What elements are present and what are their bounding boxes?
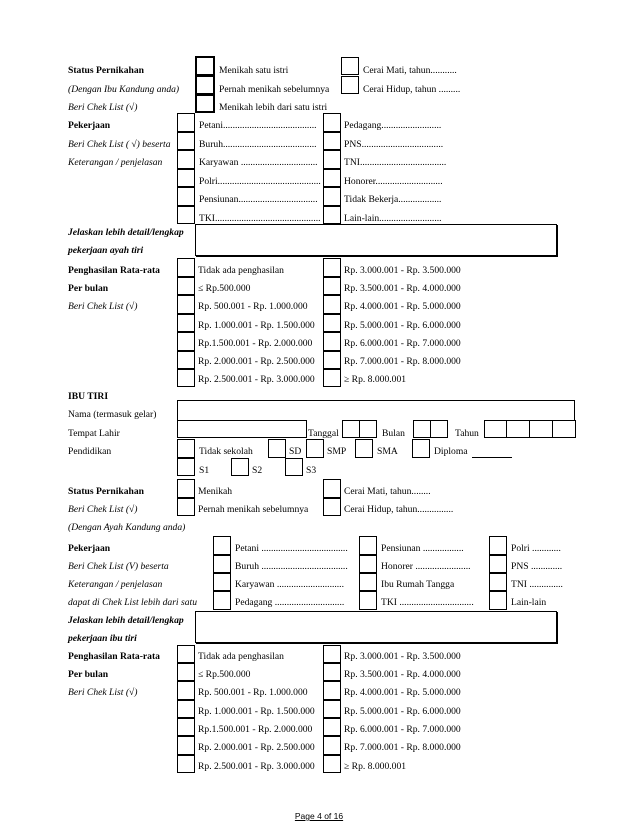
income-option: Rp. 3.000.001 - Rp. 3.500.000: [344, 265, 461, 276]
job-option: Karyawan ............................: [235, 579, 344, 590]
education-checkbox[interactable]: [285, 458, 303, 476]
job-option: Lain-lain..........................: [344, 213, 442, 224]
job-checkbox[interactable]: [213, 536, 231, 555]
section-heading: IBU TIRI: [68, 391, 109, 402]
job-option: PNS .............: [511, 561, 563, 572]
status-option: Menikah: [198, 486, 233, 497]
income-option: Rp. 7.000.001 - Rp. 8.000.000: [344, 742, 461, 753]
job-note: dapat di Chek List lebih dari satu: [68, 597, 197, 608]
status-label: Status Pernikahan: [68, 486, 144, 497]
name-label: Nama (termasuk gelar): [68, 409, 157, 420]
income-checkbox[interactable]: [323, 645, 341, 663]
education-option: S2: [252, 465, 263, 476]
status-option: Cerai Hidup, tahun...............: [344, 504, 454, 515]
date-label: Tanggal: [308, 428, 339, 439]
year-input[interactable]: [506, 420, 530, 438]
job-detail-input[interactable]: [195, 224, 557, 256]
job-option: Polri ............: [511, 543, 561, 554]
page-number: Page 4 of 16: [294, 811, 344, 821]
income-option: Rp. 500.001 - Rp. 1.000.000: [198, 687, 308, 698]
status-option: Cerai Hidup, tahun .........: [363, 84, 461, 95]
page-footer: [0, 811, 638, 822]
income-option: Rp. 6.000.001 - Rp. 7.000.000: [344, 338, 461, 349]
income-option: Rp. 4.000.001 - Rp. 5.000.000: [344, 687, 461, 698]
job-option: Honorer............................: [344, 176, 443, 187]
job-checkbox[interactable]: [359, 573, 377, 591]
job-checkbox[interactable]: [323, 113, 341, 132]
income-checkbox[interactable]: [177, 332, 195, 351]
status-checkbox[interactable]: [341, 57, 359, 75]
job-checkbox[interactable]: [213, 591, 231, 610]
job-option: Buruh ....................................: [235, 561, 348, 572]
status-option: Pernah menikah sebelumnya: [219, 84, 330, 95]
job-note: Beri Chek List ( √) beserta: [68, 139, 171, 150]
education-option: Tidak sekolah: [199, 446, 253, 457]
job-option: Petani.......................................: [199, 120, 317, 131]
education-checkbox[interactable]: [355, 439, 373, 458]
education-option: SMP: [327, 446, 347, 457]
income-option: Rp. 5.000.001 - Rp. 6.000.000: [344, 320, 461, 331]
status-option: Pernah menikah sebelumnya: [198, 504, 309, 515]
job-checkbox[interactable]: [323, 132, 341, 150]
job-checkbox[interactable]: [359, 555, 377, 573]
job-checkbox[interactable]: [359, 591, 377, 610]
job-checkbox[interactable]: [323, 187, 341, 206]
status-note: (Dengan Ayah Kandung anda): [68, 522, 186, 533]
income-checkbox[interactable]: [177, 718, 195, 736]
status-checkbox[interactable]: [323, 498, 341, 516]
year-input[interactable]: [552, 420, 576, 438]
month-input[interactable]: [430, 420, 448, 438]
year-input[interactable]: [484, 420, 507, 438]
job-checkbox[interactable]: [359, 536, 377, 555]
education-label: Pendidikan: [68, 446, 112, 457]
income-option: Rp. 6.000.001 - Rp. 7.000.000: [344, 724, 461, 735]
income-checkbox[interactable]: [177, 369, 195, 387]
status-option: Menikah lebih dari satu istri: [219, 102, 328, 113]
job-checkbox[interactable]: [489, 573, 507, 591]
status-checkbox[interactable]: [323, 479, 341, 498]
job-option: Tidak Bekerja..................: [344, 194, 442, 205]
detail-label: Jelaskan lebih detail/lengkap: [68, 615, 184, 626]
job-option: TKI ...............................: [381, 597, 474, 608]
job-option: Lain-lain: [511, 597, 547, 608]
income-checkbox[interactable]: [323, 755, 341, 773]
income-option: ≤ Rp.500.000: [198, 283, 251, 294]
year-input[interactable]: [529, 420, 553, 438]
income-checkbox[interactable]: [323, 314, 341, 332]
income-checkbox[interactable]: [177, 277, 195, 295]
income-checkbox[interactable]: [323, 718, 341, 736]
job-note: Keterangan / penjelasan: [68, 579, 163, 590]
job-label: Pekerjaan: [68, 543, 111, 554]
job-checkbox[interactable]: [213, 573, 231, 591]
birthplace-label: Tempat Lahir: [68, 428, 120, 439]
job-checkbox[interactable]: [177, 113, 195, 132]
job-detail-input[interactable]: [195, 611, 557, 643]
income-checkbox[interactable]: [177, 755, 195, 773]
income-option: Rp. 5.000.001 - Rp. 6.000.000: [344, 706, 461, 717]
income-option: Rp. 500.001 - Rp. 1.000.000: [198, 301, 308, 312]
job-note: Keterangan / penjelasan: [68, 157, 163, 168]
income-label: Penghasilan Rata-rata: [68, 265, 160, 276]
job-checkbox[interactable]: [177, 206, 195, 224]
job-option: Pensiunan.................................: [199, 194, 318, 205]
income-option: ≥ Rp. 8.000.001: [344, 761, 407, 772]
income-checkbox[interactable]: [177, 258, 195, 277]
job-option: Karyawan ................................: [199, 157, 318, 168]
job-checkbox[interactable]: [323, 169, 341, 187]
income-option: Rp. 2.000.001 - Rp. 2.500.000: [198, 742, 315, 753]
job-option: TNI....................................: [344, 157, 447, 168]
year-label: Tahun: [455, 428, 479, 439]
job-option: Pensiunan .................: [381, 543, 464, 554]
income-option: Rp. 1.000.001 - Rp. 1.500.000: [198, 706, 315, 717]
income-option: ≥ Rp. 8.000.001: [344, 374, 407, 385]
income-option: Tidak ada penghasilan: [198, 651, 284, 662]
status-checkbox[interactable]: [341, 76, 359, 94]
job-checkbox[interactable]: [177, 169, 195, 187]
birthplace-input[interactable]: [177, 420, 307, 438]
education-option: S1: [199, 465, 210, 476]
education-checkbox[interactable]: [268, 439, 286, 458]
job-option: PNS..................................: [344, 139, 444, 150]
income-checkbox[interactable]: [323, 700, 341, 718]
income-option: Rp. 4.000.001 - Rp. 5.000.000: [344, 301, 461, 312]
income-option: ≤ Rp.500.000: [198, 669, 251, 680]
income-checkbox[interactable]: [323, 351, 341, 369]
job-label: Pekerjaan: [68, 120, 111, 131]
income-option: Rp. 3.000.001 - Rp. 3.500.000: [344, 651, 461, 662]
status-label: Status Pernikahan: [68, 65, 144, 76]
income-option: Rp. 2.500.001 - Rp. 3.000.000: [198, 761, 315, 772]
job-option: Buruh.......................................: [199, 139, 317, 150]
job-option: Ibu Rumah Tangga: [381, 579, 455, 590]
job-checkbox[interactable]: [489, 536, 507, 555]
job-option: TNI ..............: [511, 579, 563, 590]
income-option: Rp.1.500.001 - Rp. 2.000.000: [198, 338, 313, 349]
detail-label: pekerjaan ibu tiri: [68, 633, 137, 644]
status-option: Cerai Mati, tahun........: [344, 486, 431, 497]
income-checkbox[interactable]: [177, 351, 195, 369]
job-checkbox[interactable]: [177, 187, 195, 206]
education-checkbox[interactable]: [231, 458, 249, 476]
income-option: Rp. 2.500.001 - Rp. 3.000.000: [198, 374, 315, 385]
income-option: Rp. 2.000.001 - Rp. 2.500.000: [198, 356, 315, 367]
income-option: Rp. 7.000.001 - Rp. 8.000.000: [344, 356, 461, 367]
job-option: Pedagang.........................: [344, 120, 442, 131]
job-option: Petani ....................................: [235, 543, 348, 554]
income-checkbox[interactable]: [177, 314, 195, 332]
job-checkbox[interactable]: [489, 591, 507, 610]
education-option: Diploma: [434, 446, 468, 457]
status-note: (Dengan Ibu Kandung anda): [68, 84, 180, 95]
job-note: Beri Chek List (V) beserta: [68, 561, 169, 572]
job-option: Honorer .......................: [381, 561, 471, 572]
education-checkbox[interactable]: [177, 458, 195, 476]
date-input[interactable]: [342, 420, 360, 438]
income-checkbox[interactable]: [177, 681, 195, 700]
job-option: TKI............................................: [199, 213, 321, 224]
income-checkbox[interactable]: [323, 295, 341, 314]
job-checkbox[interactable]: [177, 132, 195, 150]
detail-label: pekerjaan ayah tiri: [68, 245, 144, 256]
income-option: Tidak ada penghasilan: [198, 265, 284, 276]
income-label: Per bulan: [68, 669, 109, 680]
education-option: SD: [289, 446, 302, 457]
income-checkbox[interactable]: [323, 663, 341, 681]
name-input[interactable]: [178, 401, 574, 420]
job-checkbox[interactable]: [177, 150, 195, 169]
status-checkbox[interactable]: [196, 95, 214, 112]
income-label: Per bulan: [68, 283, 109, 294]
income-label: Penghasilan Rata-rata: [68, 651, 160, 662]
income-checkbox[interactable]: [177, 663, 195, 681]
education-option: S3: [306, 465, 317, 476]
status-option: Menikah satu istri: [219, 65, 289, 76]
status-option: Cerai Mati, tahun...........: [363, 65, 457, 76]
income-checkbox[interactable]: [177, 645, 195, 663]
job-checkbox[interactable]: [323, 206, 341, 224]
status-note: Beri Chek List (√): [68, 504, 138, 515]
education-option: SMA: [377, 446, 398, 457]
income-checkbox[interactable]: [177, 295, 195, 314]
education-checkbox[interactable]: [177, 439, 195, 458]
income-option: Rp. 3.500.001 - Rp. 4.000.000: [344, 669, 461, 680]
income-option: Rp. 3.500.001 - Rp. 4.000.000: [344, 283, 461, 294]
income-option: Rp.1.500.001 - Rp. 2.000.000: [198, 724, 313, 735]
education-checkbox[interactable]: [306, 439, 324, 458]
income-note: Beri Chek List (√): [68, 687, 138, 698]
income-checkbox[interactable]: [323, 332, 341, 351]
month-input[interactable]: [413, 420, 431, 438]
income-checkbox[interactable]: [323, 258, 341, 277]
status-checkbox[interactable]: [177, 498, 195, 516]
job-checkbox[interactable]: [323, 150, 341, 169]
income-checkbox[interactable]: [323, 681, 341, 700]
detail-label: Jelaskan lebih detail/lengkap: [68, 227, 184, 238]
income-option: Rp. 1.000.001 - Rp. 1.500.000: [198, 320, 315, 331]
status-checkbox[interactable]: [177, 479, 195, 498]
income-checkbox[interactable]: [323, 736, 341, 755]
status-checkbox[interactable]: [196, 57, 214, 75]
job-option: Pedagang .............................: [235, 597, 345, 608]
income-checkbox[interactable]: [177, 736, 195, 755]
job-checkbox[interactable]: [489, 555, 507, 573]
month-label: Bulan: [382, 428, 405, 439]
job-checkbox[interactable]: [213, 555, 231, 573]
income-note: Beri Chek List (√): [68, 301, 138, 312]
status-checkbox[interactable]: [196, 76, 214, 94]
income-checkbox[interactable]: [177, 700, 195, 718]
date-input[interactable]: [359, 420, 377, 438]
status-note: Beri Chek List (√): [68, 102, 138, 113]
job-option: Polri...........................................: [199, 176, 321, 187]
education-checkbox[interactable]: [412, 439, 430, 458]
income-checkbox[interactable]: [323, 277, 341, 295]
income-checkbox[interactable]: [323, 369, 341, 387]
